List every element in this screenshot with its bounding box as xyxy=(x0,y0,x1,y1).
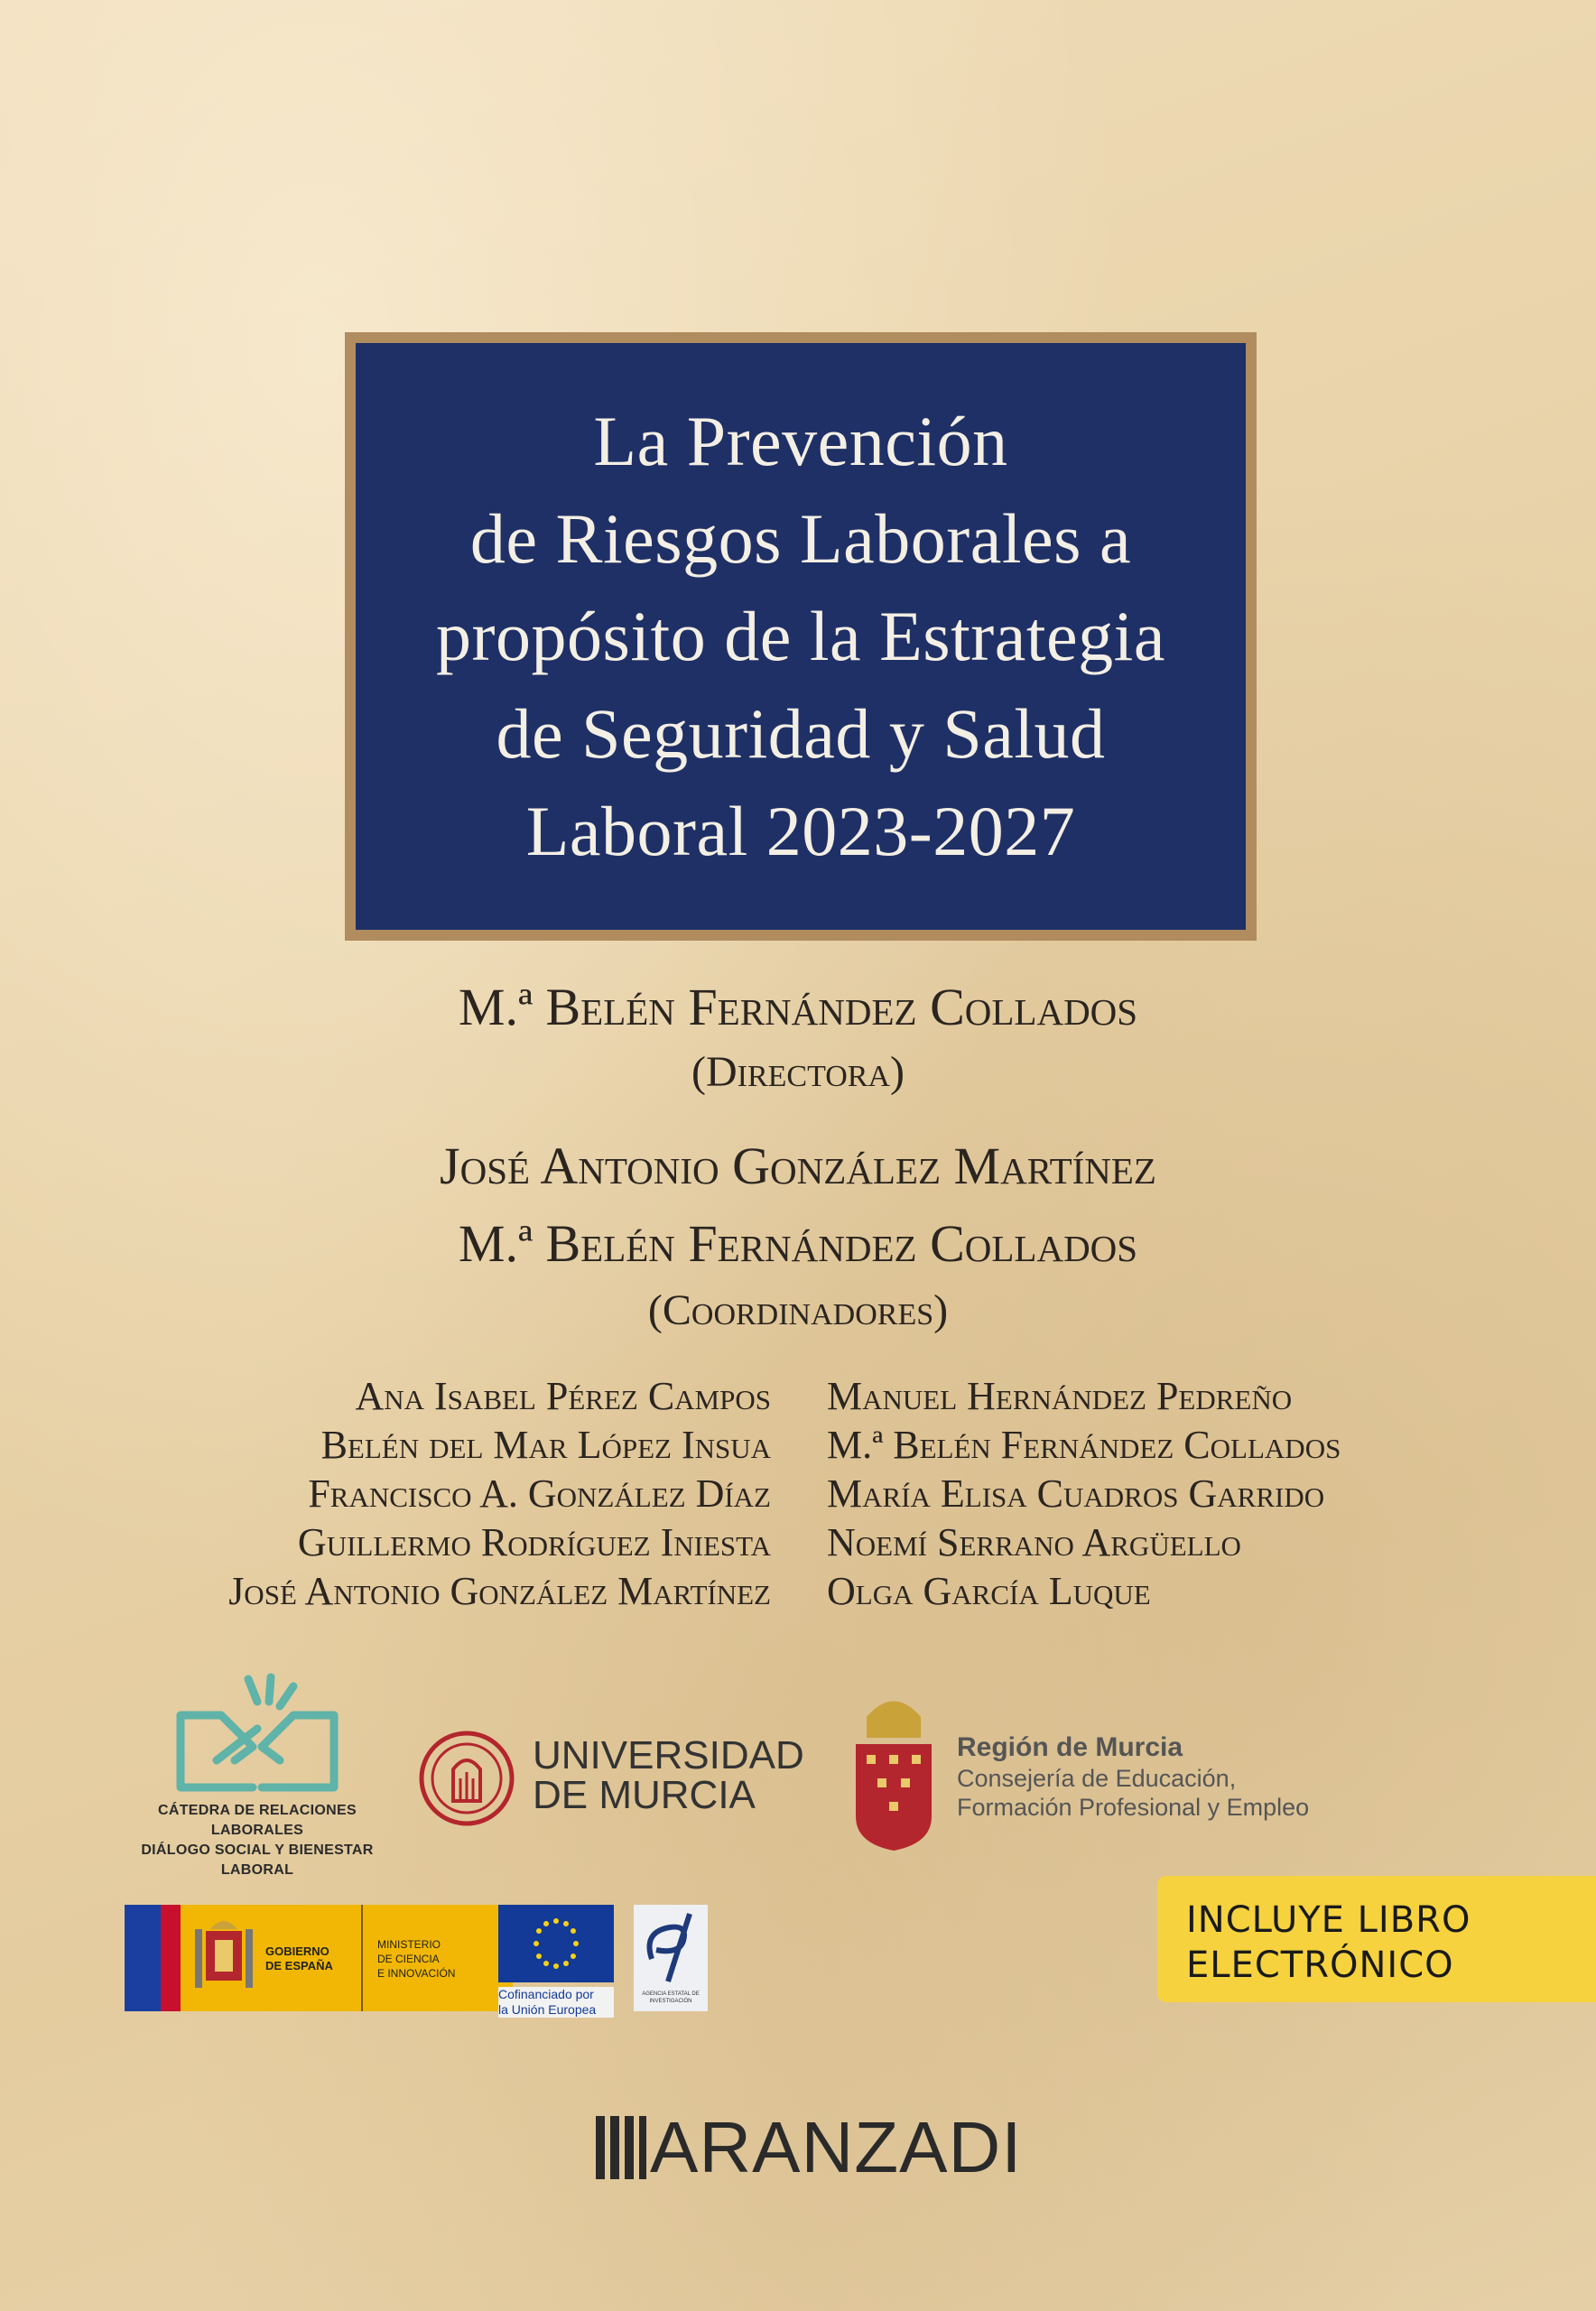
author-name: María Elisa Cuadros Garrido xyxy=(827,1471,1325,1516)
title-line-2: de Riesgos Laborales a xyxy=(469,499,1132,578)
university-seal-icon xyxy=(417,1729,516,1828)
author-name: Olga García Luque xyxy=(827,1569,1151,1613)
catedra-label-1: CÁTEDRA DE RELACIONES LABORALES xyxy=(158,1803,357,1838)
author-name: Belén del Mar López Insua xyxy=(320,1423,771,1467)
publisher-logo xyxy=(596,2107,1023,2188)
coordinator-name-2: M.ª Belén Fernández Collados xyxy=(458,1214,1138,1273)
ministerio-label-2: DE CIENCIA xyxy=(377,1953,440,1965)
eu-logo xyxy=(498,1905,614,2019)
title-frame xyxy=(345,332,1257,941)
publisher-bars-icon xyxy=(596,2116,646,2179)
aei-logo xyxy=(634,1905,708,2011)
author-name: M.ª Belén Fernández Collados xyxy=(827,1423,1341,1467)
handshake-icon xyxy=(126,1661,388,1796)
gobierno-logo xyxy=(125,1905,513,2011)
universidad-label-1: UNIVERSIDAD xyxy=(533,1733,804,1777)
badge-line-2: ELECTRÓNICO xyxy=(1186,1944,1454,1986)
catedra-logo xyxy=(126,1661,388,1878)
coordinators-role: (Coordinadores) xyxy=(647,1286,949,1334)
author-name: Guillermo Rodríguez Iniesta xyxy=(297,1520,771,1564)
coordinator-name-1: José Antonio González Martínez xyxy=(440,1137,1156,1195)
aei-mark-icon xyxy=(634,1905,708,1986)
title-line-3: propósito de la Estrategia xyxy=(436,597,1165,675)
author-name: Manuel Hernández Pedreño xyxy=(827,1374,1293,1418)
title-line-4: de Seguridad y Salud xyxy=(496,694,1106,773)
murcia-label-3: Formación Profesional y Empleo xyxy=(957,1794,1310,1821)
gobierno-label-1: GOBIERNO xyxy=(265,1944,329,1958)
author-name: Ana Isabel Pérez Campos xyxy=(355,1374,771,1418)
gobierno-label-2: DE ESPAÑA xyxy=(265,1959,333,1972)
director-name: M.ª Belén Fernández Collados xyxy=(458,978,1138,1036)
director-role: (Directora) xyxy=(691,1048,905,1096)
murcia-label-2: Consejería de Educación, xyxy=(957,1765,1237,1792)
spain-flag-strip xyxy=(161,1905,181,2011)
catedra-label-2: DIÁLOGO SOCIAL Y BIENESTAR LABORAL xyxy=(141,1842,374,1878)
eu-label-1: Cofinanciado por xyxy=(498,1987,594,2001)
ministerio-label-1: MINISTERIO xyxy=(377,1938,441,1951)
murcia-label-1: Región de Murcia xyxy=(957,1732,1183,1762)
authors-right-column xyxy=(827,1372,1341,1616)
ebook-badge xyxy=(1157,1876,1596,2002)
ministerio-label-3: E INNOVACIÓN xyxy=(377,1967,456,1980)
universidad-label-2: DE MURCIA xyxy=(533,1773,756,1817)
murcia-coat-of-arms-icon xyxy=(849,1681,939,1852)
logo-divider xyxy=(361,1905,363,2011)
eu-flag-icon xyxy=(498,1905,614,1982)
aei-label: AGENCIA ESTATAL DE INVESTIGACIÓN xyxy=(642,1991,700,2004)
region-murcia-logo xyxy=(849,1681,1318,1852)
eu-flag-strip xyxy=(125,1905,161,2011)
eu-label-2: la Unión Europea xyxy=(498,2002,597,2017)
spain-coat-of-arms-icon xyxy=(188,1913,260,2003)
title-line-1: La Prevención xyxy=(593,402,1008,480)
author-name: José Antonio González Martínez xyxy=(228,1569,771,1613)
author-name: Noemí Serrano Argüello xyxy=(827,1520,1241,1564)
title-box xyxy=(356,343,1246,930)
author-name: Francisco A. González Díaz xyxy=(308,1471,771,1516)
publisher-name: ARANZADI xyxy=(650,2107,1023,2187)
universidad-murcia-logo xyxy=(417,1729,814,1837)
authors-left-column xyxy=(228,1372,771,1616)
title-line-5: Laboral 2023-2027 xyxy=(525,792,1076,870)
badge-line-1: INCLUYE LIBRO xyxy=(1186,1899,1471,1941)
